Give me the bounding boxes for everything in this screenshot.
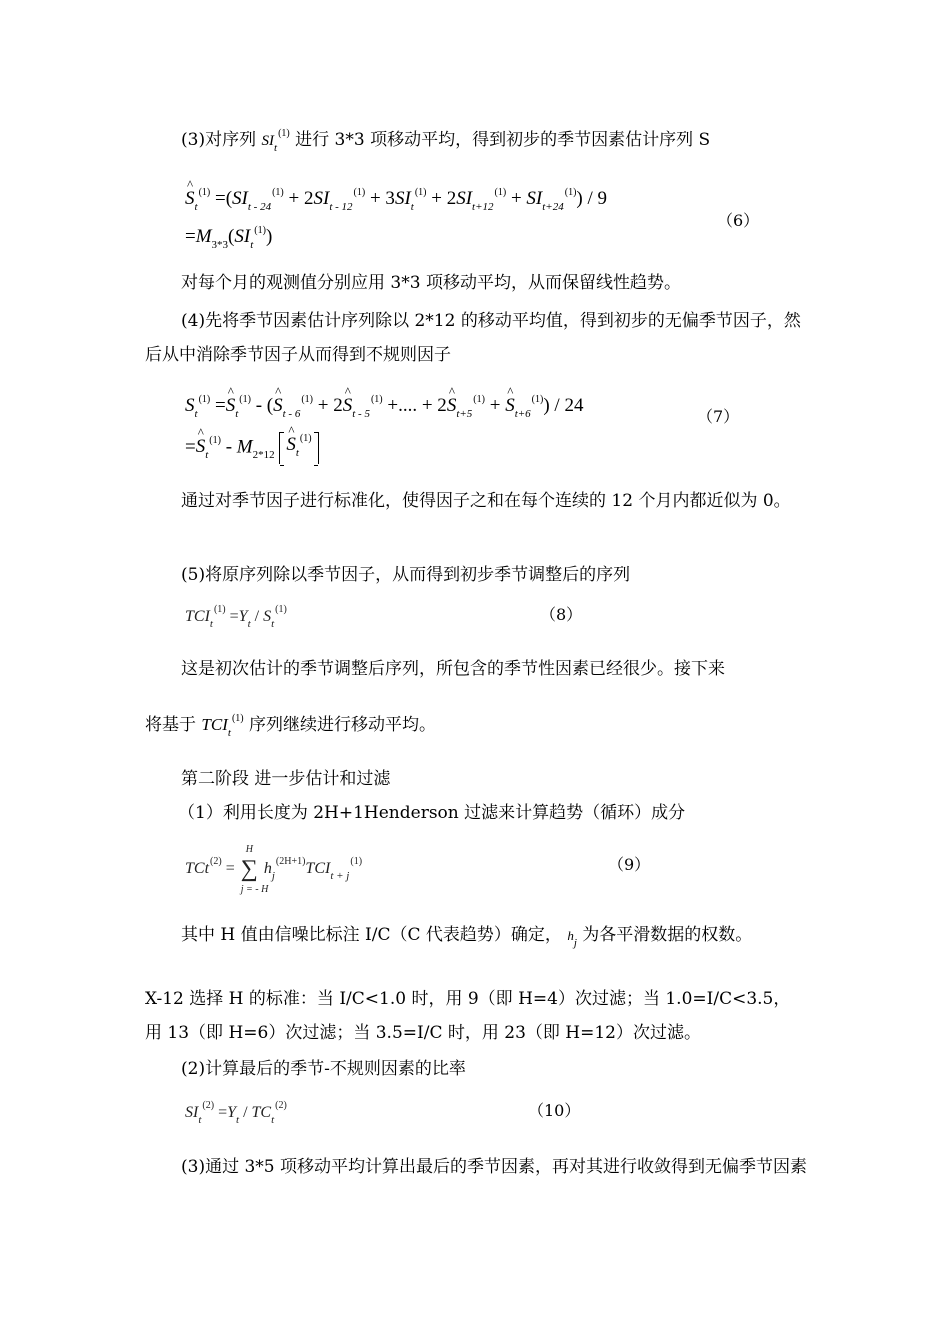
inline-formula-si: $SI_t^{(1)}$	[261, 128, 290, 154]
paragraph	[145, 708, 815, 745]
equation-10: $SI_t^{(2)} =Y_t / TC_t^{(2)}$	[185, 1100, 287, 1126]
equation-7-line-1: $S_t^{(1)}$ =^ $S_t^{(1)}$ - (^ $S_{t - 6}^{(1)}$ + 2^ $S_{t - 5}^{(1)}$ +.... + 2^ $S_{t+5}^{(1)}$ + ^ $S_{t+6}^{(1)}) / 24$	[185, 395, 583, 417]
equation-number-8: （8）	[540, 605, 583, 624]
equation-8: $TCI_t^{(1)} =Y_t / S_t^{(1)}$	[185, 604, 287, 630]
paragraph: X-12 选择 H 的标准：当 I/C<1.0 时，用 9（即 H=4）次过滤；当 1.0=I/C<3.5，	[145, 989, 791, 1009]
equation-number-10: （10）	[528, 1101, 581, 1120]
paragraph: 用 13（即 H=6）次过滤；当 3.5=I/C 时，用 23（即 H=12）次过滤。	[145, 1023, 702, 1043]
equation-number-6: （6）	[717, 211, 760, 230]
paragraph	[145, 918, 815, 954]
paragraph-step-3	[145, 123, 815, 160]
inline-formula-tci: $TCI_t^{(1)}$	[201, 713, 244, 739]
paragraph-step-3b: (3)通过 3*5 项移动平均计算出最后的季节因素，再对其进行收敛得到无偏季节因素	[181, 1157, 808, 1177]
paragraph-step-4: (4)先将季节因素估计序列除以 2*12 的移动平均值，得到初步的无偏季节因子，然后从中消除季节因子从而得到不规则因子	[145, 311, 801, 365]
paragraph-text: 为各平滑数据的权数。	[582, 925, 753, 945]
equation-9: TCt$^{(2)}$ = ∑ H j = - H $h_j^{(2H+1)}TCI_{t + j}^{(1)}$	[185, 844, 363, 895]
paragraph-text: (3)对序列	[181, 130, 257, 150]
paragraph-text: 将基于	[145, 715, 196, 735]
summation-symbol: ∑ H j = - H	[240, 844, 269, 895]
paragraph-step-1: （1）利用长度为 2H+1Henderson 过滤来计算趋势（循环）成分	[178, 803, 686, 823]
paragraph: 通过对季节因子进行标准化，使得因子之和在每个连续的 12 个月内都近似为 0。	[181, 491, 791, 511]
paragraph-text: 序列继续进行移动平均。	[249, 715, 437, 735]
paragraph-step-5: (5)将原序列除以季节因子，从而得到初步季节调整后的序列	[181, 565, 631, 585]
equation-number-7: （7）	[697, 407, 740, 426]
section-heading: 第二阶段 进一步估计和过滤	[181, 769, 391, 789]
equation-6-line-2: $=M_{3*3}(SI_t^{(1)})$	[185, 225, 273, 251]
paragraph: 这是初次估计的季节调整后序列，所包含的季节性因素已经很少。接下来	[181, 659, 725, 679]
paragraph-text: 其中 H 值由信噪比标注 I/C（C 代表趋势）确定，	[181, 925, 562, 945]
equation-7-line-2: =^ $S_t^{(1)} - M_{2*12}$ ^ $S_t^{(1)}$	[185, 432, 319, 464]
paragraph-step-2: (2)计算最后的季节-不规则因素的比率	[181, 1059, 466, 1079]
equation-number-9: （9）	[608, 855, 651, 874]
paragraph: 对每个月的观测值分别应用 3*3 项移动平均，从而保留线性趋势。	[181, 273, 681, 293]
equation-6-line-1: ^ $S_t^{(1)} =(SI_{t - 24}^{(1)} + 2SI_{t - 12}^{(1)} + 3SI_t^{(1)} + 2SI_{t+12}^{(1)} + SI_{t+24}^{(1)}) / 9$	[185, 188, 607, 210]
paragraph-text: 进行 3*3 项移动平均，得到初步的季节因素估计序列 S	[295, 130, 711, 150]
inline-formula-h: $h_j$	[567, 928, 577, 949]
